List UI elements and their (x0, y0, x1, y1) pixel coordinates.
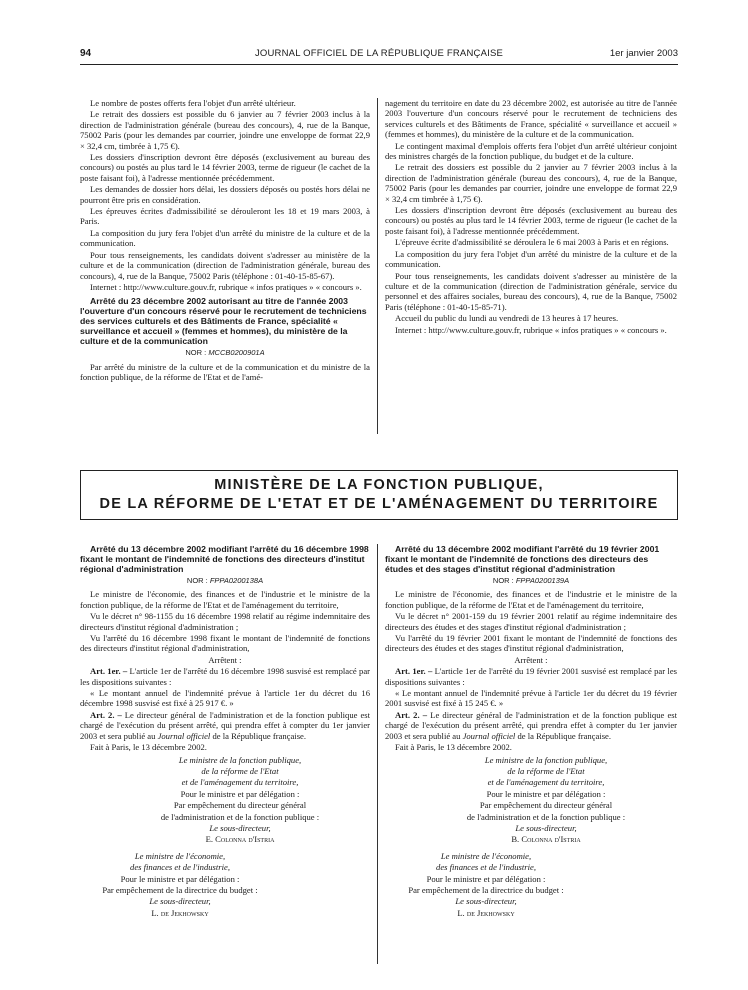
paragraph: nagement du territoire en date du 23 décembre 2002, est autorisée au titre de l'année 2003 l'ouverture d'un concours réservé pour le recrutement de techniciens des services culturels et des Bâtiments de France, spécialité « surveillance et accueil » (femmes et hommes), du ministère de la culture et de la communication. (385, 98, 677, 140)
nor-label: NOR : (186, 576, 210, 585)
ministry-line-1: MINISTÈRE DE LA FONCTION PUBLIQUE, (214, 477, 544, 493)
signature-role: Le sous-directeur, (455, 896, 517, 907)
signature-minister: Le ministre de la fonction publique, (484, 754, 608, 765)
article-quote: « Le montant annuel de l'indemnité prévue à l'article 1er du décret du 19 février 2001 susvisé est fixé à 15 245 €. » (385, 688, 677, 709)
paragraph: Les épreuves écrites d'admissibilité se dérouleront les 18 et 19 mars 2003, à Paris. (80, 206, 370, 227)
article-2 (80, 710, 370, 741)
signature-minister: des finances et de l'industrie, (130, 862, 230, 873)
signature-delegation: de l'administration et de la fonction publique : (160, 811, 320, 822)
column-divider (377, 98, 378, 434)
article-text-end: de la République française. (210, 730, 306, 741)
signature-delegation: de l'administration et de la fonction publique : (466, 811, 626, 822)
arrete-title: Arrêté du 23 décembre 2002 autorisant au titre de l'année 2003 l'ouverture d'un concours réservé pour le recrutement de techniciens des services culturels et des Bâtiments de France, spécialité « surveillance et accueil » (femmes et hommes), du ministère de la culture et de la communication (80, 296, 367, 347)
signature-delegation: Par empêchement de la directrice du budget : (102, 884, 258, 895)
paragraph: Par arrêté du ministre de la culture et de la communication et du ministre de la fonction publique, de la réforme de l'Etat et de l'amé- (80, 361, 370, 383)
article-label: Art. 2. – (90, 709, 122, 720)
nor-code: FPPA0200138A (209, 576, 264, 585)
page-header (80, 48, 678, 62)
journal-name: Journal officiel (157, 730, 211, 741)
paragraph: Les demandes de dossier hors délai, les dossiers déposés ou postés hors délai ne pourront être pris en considération. (80, 184, 370, 205)
article-2 (385, 710, 677, 741)
paragraph: L'épreuve écrite d'admissibilité se déroulera le 6 mai 2003 à Paris et en régions. (395, 237, 669, 248)
bottom-left-column (80, 544, 370, 919)
bottom-right-column (385, 544, 677, 919)
paragraph: Internet : http://www.culture.gouv.fr, rubrique « infos pratiques » « concours ». (395, 324, 667, 335)
signature-block-2 (385, 851, 587, 918)
signature-minister: des finances et de l'industrie, (436, 862, 536, 873)
top-left-column (80, 98, 370, 384)
nor-code: MCCB0200901A (208, 348, 265, 358)
article-1 (385, 666, 677, 687)
signature-minister: de la réforme de l'Etat (201, 765, 279, 776)
ministry-line-2: DE LA RÉFORME DE L'ETAT ET DE L'AMÉNAGEMENT DU TERRITOIRE (99, 496, 659, 512)
page-number: 94 (80, 48, 92, 59)
article-quote: « Le montant annuel de l'indemnité prévue à l'article 1er du décret du 16 décembre 1998 susvisé est fixé à 25 917 €. » (80, 688, 370, 709)
signature-delegation: Par empêchement de la directrice du budget : (408, 884, 564, 895)
journal-name: Journal officiel (462, 730, 516, 741)
signature-minister: Le ministre de la fonction publique, (178, 754, 302, 765)
nor-reference (80, 348, 370, 358)
paragraph: Le ministre de l'économie, des finances et de l'industrie et le ministre de la fonction publique, de la réforme de l'Etat et de l'aménagement du territoire, (80, 589, 370, 610)
paragraph: La composition du jury fera l'objet d'un arrêté du ministre de la culture et de la communication. (80, 227, 370, 249)
signature-delegation: Pour le ministre et par délégation : (180, 788, 300, 799)
done-at: Fait à Paris, le 13 décembre 2002. (90, 742, 207, 753)
paragraph: Vu l'arrêté du 19 février 2001 fixant le montant de l'indemnité de fonctions des directeurs des études et des stages d'institut régional d'administration, (385, 633, 677, 654)
signature-name: E. Colonna d'Istria (205, 834, 275, 845)
paragraph: Vu le décret n° 98-1155 du 16 décembre 1998 relatif au régime indemnitaire des directeurs d'institut régional d'administration ; (80, 611, 370, 632)
paragraph: Internet : http://www.culture.gouv.fr, rubrique « infos pratiques » « concours ». (90, 281, 362, 292)
signature-delegation: Par empêchement du directeur général (173, 800, 307, 811)
paragraph: Le retrait des dossiers est possible du 2 janvier au 7 février 2003 inclus à la direction de l'administration générale (bureau des concours), 4, rue de la Banque, 75002 Paris (pour les demandes par courrier, joindre une enveloppe de format 22,9 × 32,4 cm timbrée à 1,75 €). (385, 162, 677, 204)
paragraph: Les dossiers d'inscription devront être déposés (exclusivement au bureau des concours) ou postés au plus tard le 14 février 2003, terme de rigueur (le cachet de la poste faisant foi), à l'adresse mentionnée précédemment. (80, 152, 370, 183)
signature-minister: et de l'aménagement du territoire, (181, 777, 299, 788)
signature-block-1 (110, 755, 370, 845)
article-label: Art. 2. – (395, 709, 428, 720)
arrete-title: Arrêté du 13 décembre 2002 modifiant l'arrêté du 16 décembre 1998 fixant le montant de l'indemnité de fonctions des directeurs d'institut régional d'administration (80, 544, 369, 574)
article-1 (80, 666, 370, 687)
signature-minister: Le ministre de l'économie, (440, 850, 532, 861)
arretent: Arrêtent : (208, 654, 242, 665)
paragraph: Les dossiers d'inscription devront être déposés (exclusivement au bureau des concours) ou postés au plus tard le 14 février 2003, terme de rigueur (le cachet de la poste faisant foi), à l'adresse mentionnée précédemment. (385, 205, 677, 236)
journal-title: JOURNAL OFFICIEL DE LA RÉPUBLIQUE FRANÇAISE (254, 48, 504, 59)
paragraph: Le contingent maximal d'emplois offerts fera l'objet d'un arrêté ultérieur conjoint des ministres chargés de la fonction publique, du budget et de la culture. (385, 140, 677, 162)
arrete-title: Arrêté du 13 décembre 2002 modifiant l'arrêté du 19 février 2001 fixant le montant de l'indemnité de fonctions des directeurs des études et des stages d'institut régional d'administration (385, 544, 660, 574)
signature-name: L. de Jekhowsky (151, 907, 209, 918)
signature-role: Le sous-directeur, (515, 822, 577, 833)
signature-block-1 (415, 755, 677, 845)
paragraph: Le ministre de l'économie, des finances et de l'industrie et le ministre de la fonction publique, de la réforme de l'Etat et de l'aménagement du territoire, (385, 589, 677, 610)
signature-delegation: Par empêchement du directeur général (479, 800, 613, 811)
signature-delegation: Pour le ministre et par délégation : (120, 873, 240, 884)
nor-label: NOR : (492, 576, 516, 585)
header-rule (80, 64, 678, 65)
signature-name: L. de Jekhowsky (457, 907, 515, 918)
done-at: Fait à Paris, le 13 décembre 2002. (395, 742, 512, 753)
top-right-column (385, 98, 677, 336)
signature-minister: de la réforme de l'Etat (507, 765, 585, 776)
signature-minister: et de l'aménagement du territoire, (487, 777, 605, 788)
signature-minister: Le ministre de l'économie, (134, 850, 226, 861)
nor-reference (80, 576, 370, 586)
paragraph: Pour tous renseignements, les candidats doivent s'adresser au ministère de la culture et de la communication (direction de l'administration générale, bureau des concours), 4, rue de la Banque, 75002 Paris (téléphone : 01-40-15-85-67). (80, 249, 370, 281)
paragraph: Vu l'arrêté du 16 décembre 1998 fixant le montant de l'indemnité de fonctions des directeurs d'institut régional d'administration, (80, 633, 370, 654)
article-label: Art. 1er. – (395, 666, 433, 677)
article-label: Art. 1er. – (90, 666, 128, 677)
signature-delegation: Pour le ministre et par délégation : (486, 788, 606, 799)
article-text: Le directeur général de l'administration et de la fonction publique est chargé de l'exécution du présent arrêté, qui prendra effet à compter du 1er janvier 2003 et sera publié au (385, 709, 677, 741)
paragraph: La composition du jury fera l'objet d'un arrêté du ministre de la culture et de la communication. (385, 248, 677, 270)
paragraph: Le retrait des dossiers est possible du 6 janvier au 7 février 2003 inclus à la direction de l'administration générale (bureau des concours), 4, rue de la Banque, 75002 Paris (pour les demandes par courrier, joindre une enveloppe de format 22,9 × 32,4 cm, timbrée à 1,75 €). (80, 109, 370, 151)
signature-role: Le sous-directeur, (149, 896, 211, 907)
signature-block-2 (80, 851, 280, 918)
issue-date: 1er janvier 2003 (609, 48, 678, 59)
column-divider (377, 544, 378, 964)
ministry-banner (80, 470, 678, 520)
paragraph: Le nombre de postes offerts fera l'objet d'un arrêté ultérieur. (90, 98, 296, 108)
article-text: L'article 1er de l'arrêté du 19 février 2001 susvisé est remplacé par les dispositions suivantes : (385, 666, 677, 687)
nor-label: NOR : (185, 348, 209, 358)
paragraph: Accueil du public du lundi au vendredi de 13 heures à 17 heures. (395, 313, 619, 324)
paragraph: Pour tous renseignements, les candidats doivent s'adresser au ministère de la culture et de la communication (direction de l'administration générale, service du personnel et des affaires sociales, bureau des concours), 4, rue de la Banque, 75002 Paris (téléphone : 01-40-15-85-71). (385, 270, 677, 312)
article-text-end: de la République française. (515, 730, 611, 741)
paragraph: Vu le décret n° 2001-159 du 19 février 2001 relatif au régime indemnitaire des directeurs des études et des stages d'institut régional d'administration ; (385, 611, 677, 632)
signature-name: B. Colonna d'Istria (511, 834, 581, 845)
article-text: L'article 1er de l'arrêté du 16 décembre 1998 susvisé est remplacé par les dispositions suivantes : (80, 666, 370, 687)
signature-role: Le sous-directeur, (209, 822, 271, 833)
nor-code: FPPA0200139A (515, 576, 570, 585)
signature-delegation: Pour le ministre et par délégation : (426, 873, 546, 884)
nor-reference (385, 576, 677, 586)
article-text: Le directeur général de l'administration et de la fonction publique est chargé de l'exécution du présent arrêté, qui prendra effet à compter du 1er janvier 2003 et sera publié au (80, 709, 371, 741)
arretent: Arrêtent : (514, 654, 548, 665)
